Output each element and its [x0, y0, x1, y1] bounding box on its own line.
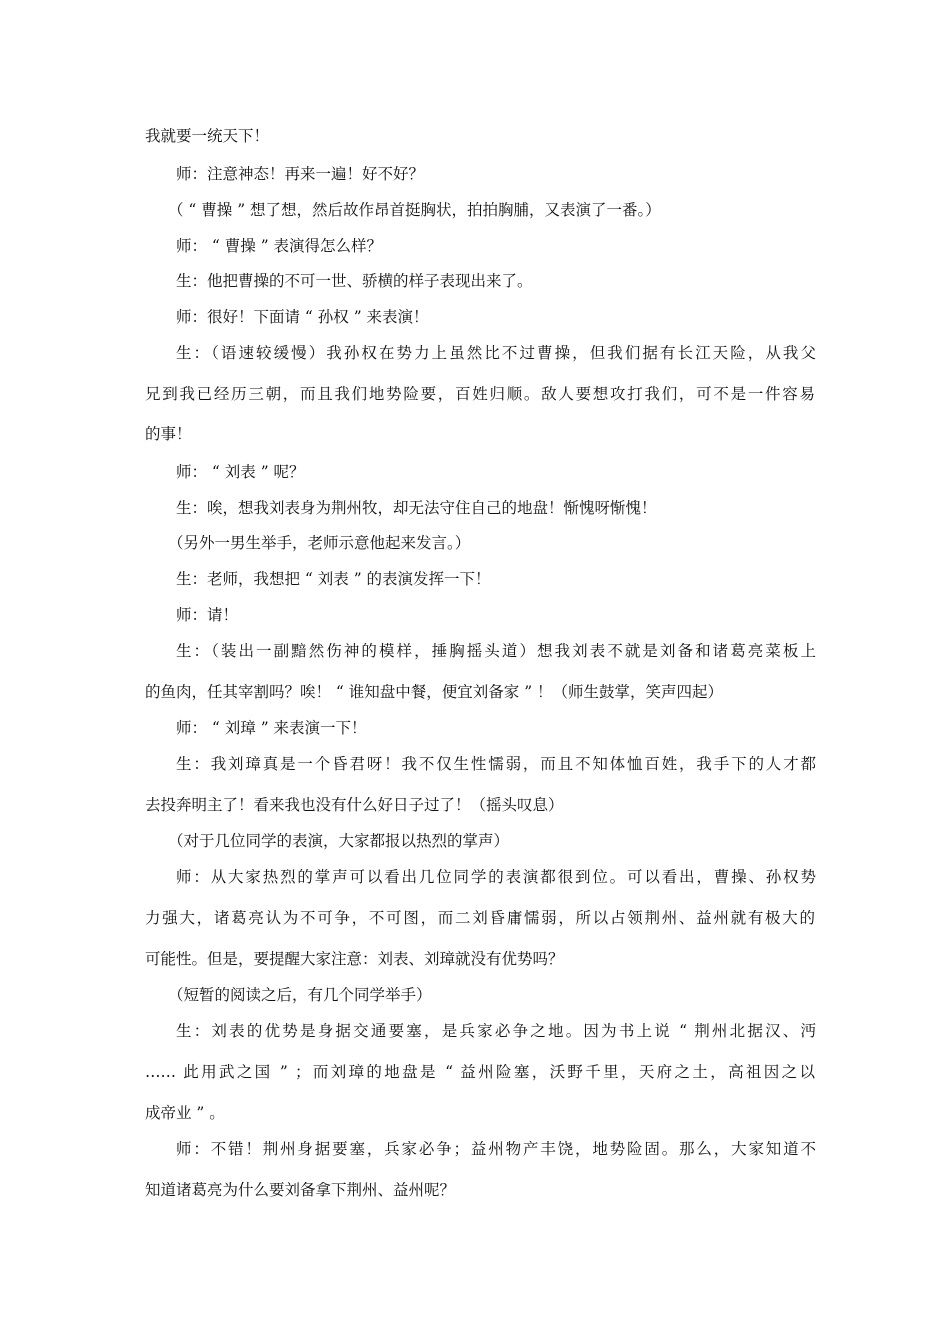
- text-line: 生：老师，我想把 “ 刘表 ” 的表演发挥一下！: [176, 570, 491, 588]
- text-line: 的鱼肉，任其宰割吗？唉！ “ 谁知盘中餐，便宜刘备家 ” ！（师生鼓掌，笑声四起）: [145, 683, 724, 701]
- text-line: 知道诸葛亮为什么要刘备拿下荆州、益州呢？: [145, 1181, 456, 1199]
- text-line: 力强大，诸葛亮认为不可争，不可图，而二刘昏庸懦弱，所以占领荆州、益州就有极大的: [145, 909, 815, 927]
- text-line: 师：注意神态！再来一遍！好不好？: [176, 165, 425, 183]
- text-line: 成帝业 ” 。: [145, 1104, 225, 1122]
- text-line: …… 此用武之国 ” ；而刘璋的地盘是 “ 益州险塞，沃野千里，天府之土，高祖因之以: [145, 1063, 815, 1081]
- text-line: （对于几位同学的表演，大家都报以热烈的掌声）: [168, 832, 510, 850]
- text-line: 师： “ 刘表 ” 呢？: [176, 463, 305, 481]
- text-line: 师：很好！下面请 “ 孙权 ” 来表演！: [176, 308, 429, 326]
- text-line: 师： “ 刘璋 ” 来表演一下！: [176, 719, 367, 737]
- text-line: 兄到我已经历三朝，而且我们地势险要，百姓归顺。敌人要想攻打我们，可不是一件容易: [145, 385, 815, 403]
- text-line: 生：唉，想我刘表身为荆州牧，却无法守住自己的地盘！惭愧呀惭愧！: [176, 499, 657, 517]
- text-line: 去投奔明主了！看来我也没有什么好日子过了！（摇头叹息）: [145, 796, 564, 814]
- text-line: 师：从大家热烈的掌声可以看出几位同学的表演都很到位。可以看出，曹操、孙权势: [176, 868, 816, 886]
- text-line: （短暂的阅读之后，有几个同学举手）: [168, 986, 432, 1004]
- text-line: 师：请！: [176, 606, 239, 624]
- text-line: （另外一男生举手，老师示意他起来发言。）: [168, 534, 471, 552]
- text-line: 可能性。但是，要提醒大家注意：刘表、刘璋就没有优势吗？: [145, 950, 564, 968]
- text-line: 的事！: [145, 425, 192, 443]
- text-line: （ “ 曹操 ” 想了想，然后故作昂首挺胸状，拍拍胸脯，又表演了一番。）: [168, 201, 661, 219]
- text-line: 我就要一统天下！: [145, 127, 270, 145]
- text-line: 师：不错！荆州身据要塞，兵家必争；益州物产丰饶，地势险固。那么，大家知道不: [176, 1140, 816, 1158]
- text-line: 生：我刘璋真是一个昏君呀！我不仅生性懦弱，而且不知体恤百姓，我手下的人才都: [176, 755, 816, 773]
- text-line: 生：（装出一副黯然伤神的模样，捶胸摇头道）想我刘表不就是刘备和诸葛亮菜板上: [176, 642, 816, 660]
- text-line: 师： “ 曹操 ” 表演得怎么样？: [176, 237, 383, 255]
- text-line: 生：他把曹操的不可一世、骄横的样子表现出来了。: [176, 272, 533, 290]
- text-line: 生：刘表的优势是身据交通要塞，是兵家必争之地。因为书上说 “ 荆州北据汉、沔: [176, 1022, 816, 1040]
- text-line: 生：（语速较缓慢）我孙权在势力上虽然比不过曹操，但我们据有长江天险，从我父: [176, 344, 816, 362]
